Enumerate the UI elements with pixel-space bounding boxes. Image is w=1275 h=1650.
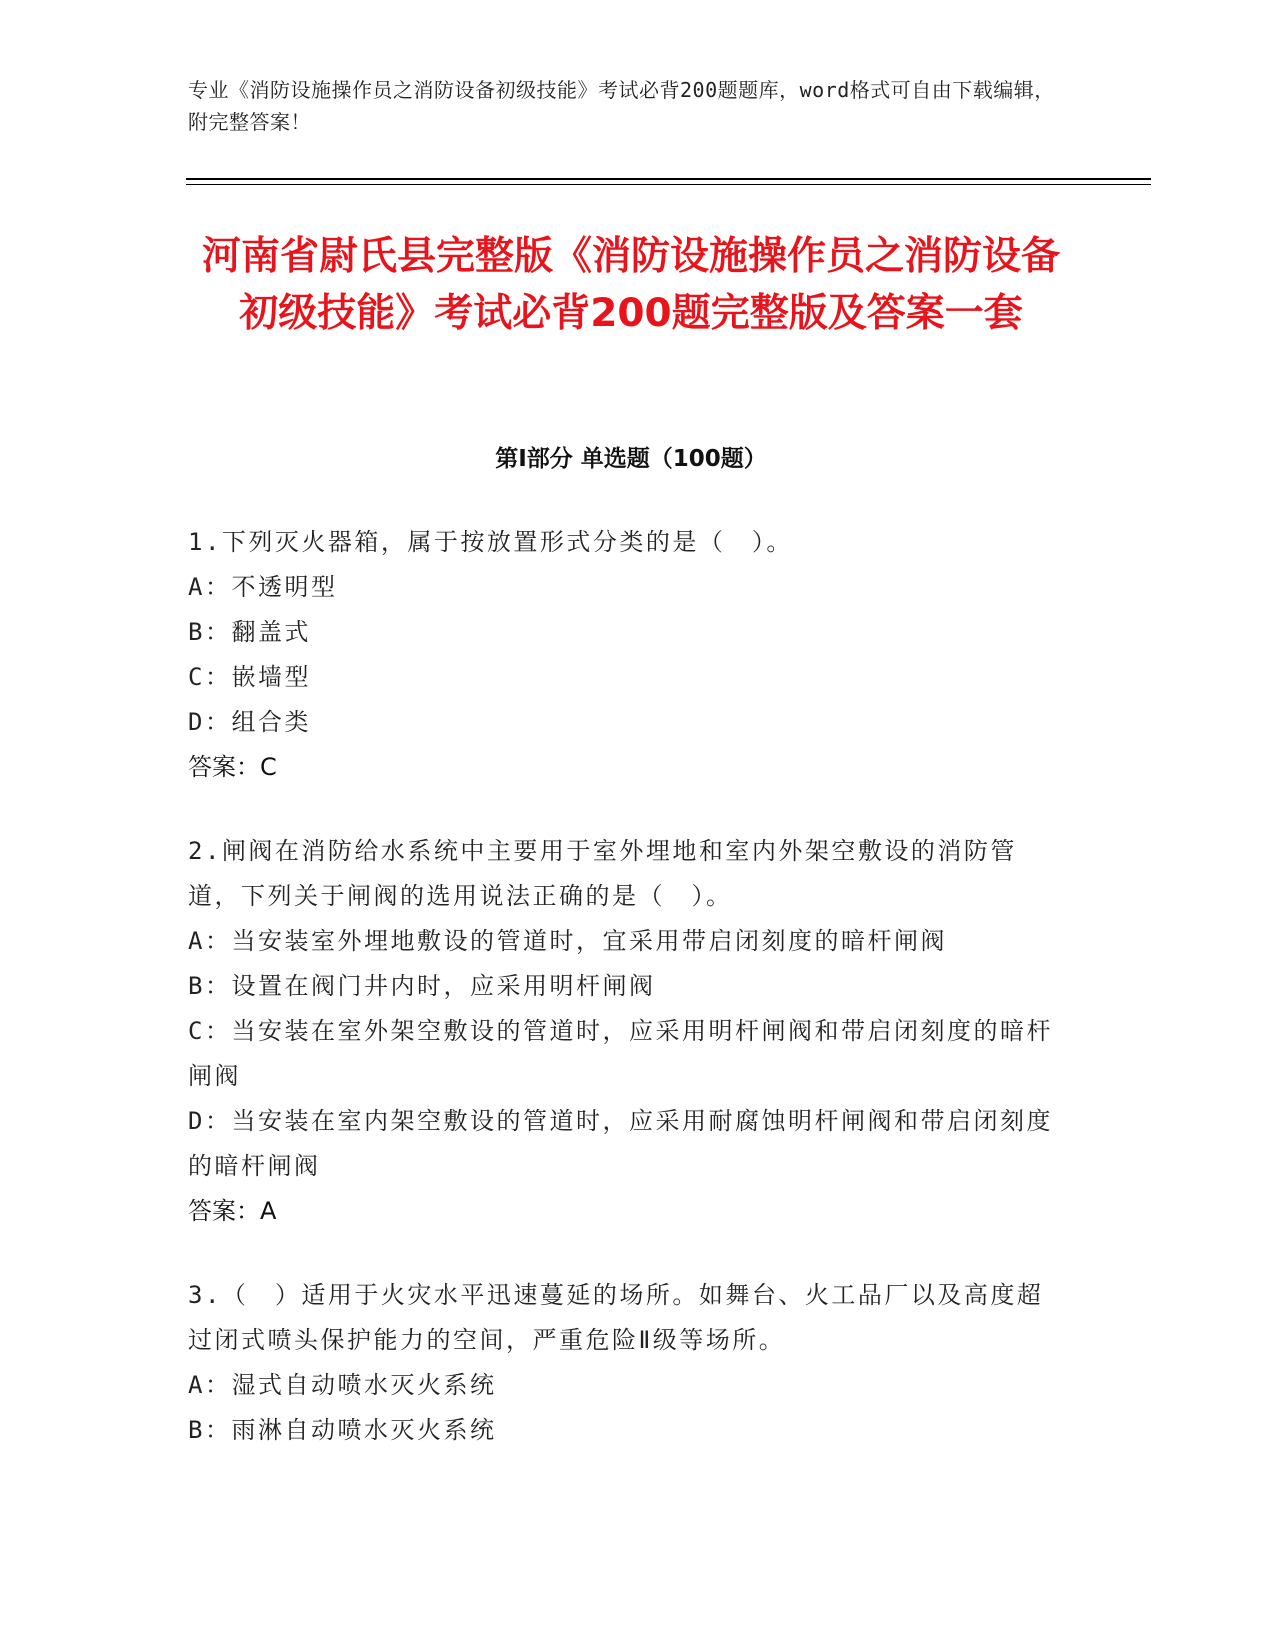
question-option: A：当安装室外埋地敷设的管道时，宜采用带启闭刻度的暗杆闸阀 — [188, 927, 947, 955]
question-option: C：嵌墙型 — [188, 663, 311, 691]
question-option: B：雨淋自动喷水灭火系统 — [188, 1416, 497, 1444]
question-option: B：翻盖式 — [188, 618, 311, 646]
document-title: 河南省尉氏县完整版《消防设施操作员之消防设备初级技能》考试必背200题完整版及答案一套 — [201, 234, 1060, 336]
question-list — [188, 520, 1068, 1492]
header-divider-thin — [186, 184, 1151, 185]
section-title: 第Ⅰ部分 单选题（100题） — [495, 446, 767, 472]
question-stem: 3.（ ）适用于火灾水平迅速蔓延的场所。如舞台、火工品厂以及高度超过闭式喷头保护能力的空间，严重危险Ⅱ级等场所。 — [188, 1281, 1044, 1354]
header-divider-thick — [186, 178, 1151, 180]
question-option: A：不透明型 — [188, 573, 338, 601]
question-option: B：设置在阀门井内时，应采用明杆闸阀 — [188, 972, 656, 1000]
question-item — [188, 829, 1068, 1234]
question-answer: 答案：A — [188, 1197, 277, 1225]
question-option: A：湿式自动喷水灭火系统 — [188, 1371, 497, 1399]
question-item — [188, 520, 1068, 790]
question-option: D：当安装在室内架空敷设的管道时，应采用耐腐蚀明杆闸阀和带启闭刻度的暗杆闸阀 — [188, 1107, 1053, 1180]
question-stem: 2.闸阀在消防给水系统中主要用于室外埋地和室内外架空敷设的消防管道，下列关于闸阀的选用说法正确的是（ ）。 — [188, 837, 1017, 910]
question-answer: 答案：C — [188, 753, 277, 781]
question-item — [188, 1273, 1068, 1453]
question-stem: 1.下列灭火器箱，属于按放置形式分类的是（ ）。 — [188, 528, 793, 556]
question-option: D：组合类 — [188, 708, 311, 736]
question-option: C：当安装在室外架空敷设的管道时，应采用明杆闸阀和带启闭刻度的暗杆闸阀 — [188, 1017, 1053, 1090]
header-note: 专业《消防设施操作员之消防设备初级技能》考试必背200题题库，word格式可自由下载编辑，附完整答案！ — [188, 78, 1055, 134]
